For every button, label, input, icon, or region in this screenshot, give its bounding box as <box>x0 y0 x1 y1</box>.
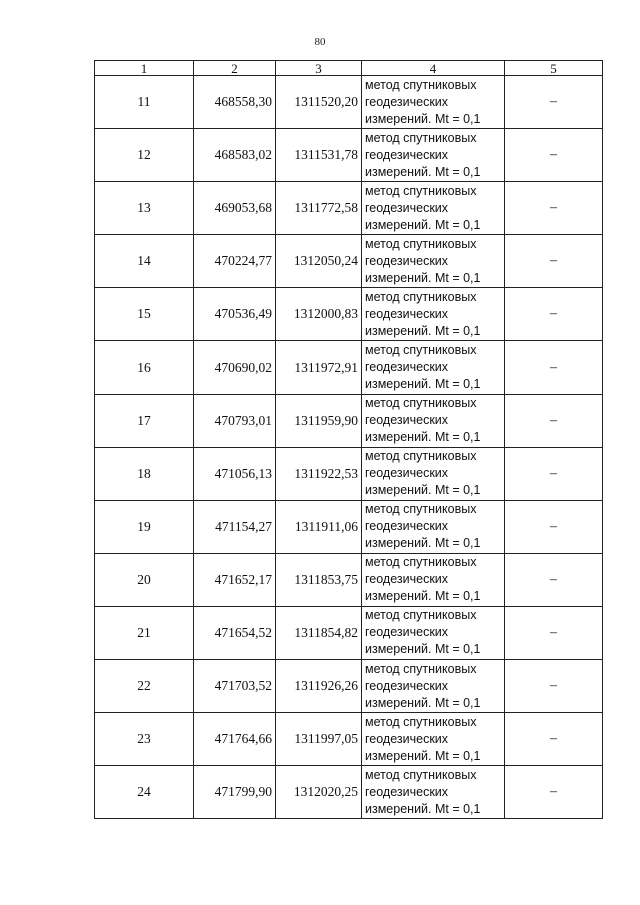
y-coordinate-cell: 1311853,75 <box>276 553 362 606</box>
method-cell <box>362 235 505 288</box>
y-coordinate-cell: 1311531,78 <box>276 129 362 182</box>
method-line: метод спутниковых <box>365 661 477 676</box>
y-coordinate-cell: 1311972,91 <box>276 341 362 394</box>
table-body <box>95 76 603 819</box>
y-coordinate-cell: 1311922,53 <box>276 447 362 500</box>
table-row <box>95 129 603 182</box>
method-line: измерений. Mt = 0,1 <box>365 589 481 604</box>
method-line: метод спутниковых <box>365 714 477 729</box>
coordinates-table <box>94 60 603 819</box>
y-coordinate-cell: 1311854,82 <box>276 606 362 659</box>
method-line: измерений. Mt = 0,1 <box>365 270 481 285</box>
x-coordinate-cell: 471056,13 <box>194 447 276 500</box>
x-coordinate-cell: 468583,02 <box>194 129 276 182</box>
point-number-cell: 15 <box>95 288 194 341</box>
note-cell: – <box>505 766 603 819</box>
method-line: метод спутниковых <box>365 343 477 358</box>
column-header: 2 <box>194 61 276 76</box>
method-line: измерений. Mt = 0,1 <box>365 536 481 551</box>
method-line: геодезических <box>365 253 449 268</box>
table-row <box>95 394 603 447</box>
point-number-cell: 17 <box>95 394 194 447</box>
method-line: измерений. Mt = 0,1 <box>365 642 481 657</box>
x-coordinate-cell: 471703,52 <box>194 660 276 713</box>
y-coordinate-cell: 1311520,20 <box>276 76 362 129</box>
column-header: 1 <box>95 61 194 76</box>
method-line: измерений. Mt = 0,1 <box>365 377 481 392</box>
method-cell <box>362 76 505 129</box>
method-line: метод спутниковых <box>365 236 477 251</box>
x-coordinate-cell: 471654,52 <box>194 606 276 659</box>
method-line: метод спутниковых <box>365 608 477 623</box>
y-coordinate-cell: 1311926,26 <box>276 660 362 713</box>
method-line: метод спутниковых <box>365 77 477 92</box>
method-line: геодезических <box>365 784 449 799</box>
method-cell <box>362 500 505 553</box>
method-cell <box>362 288 505 341</box>
method-line: геодезических <box>365 360 449 375</box>
method-line: метод спутниковых <box>365 396 477 411</box>
note-cell: – <box>505 660 603 713</box>
method-line: измерений. Mt = 0,1 <box>365 695 481 710</box>
method-cell <box>362 447 505 500</box>
note-cell: – <box>505 76 603 129</box>
method-line: измерений. Mt = 0,1 <box>365 217 481 232</box>
note-cell: – <box>505 182 603 235</box>
note-cell: – <box>505 500 603 553</box>
method-cell <box>362 766 505 819</box>
method-line: геодезических <box>365 147 449 162</box>
point-number-cell: 13 <box>95 182 194 235</box>
method-cell <box>362 394 505 447</box>
point-number-cell: 14 <box>95 235 194 288</box>
note-cell: – <box>505 129 603 182</box>
point-number-cell: 21 <box>95 606 194 659</box>
method-line: измерений. Mt = 0,1 <box>365 748 481 763</box>
note-cell: – <box>505 713 603 766</box>
method-line: метод спутниковых <box>365 555 477 570</box>
method-line: геодезических <box>365 678 449 693</box>
page-number: 80 <box>314 36 326 48</box>
x-coordinate-cell: 470536,49 <box>194 288 276 341</box>
method-line: геодезических <box>365 94 449 109</box>
x-coordinate-cell: 471154,27 <box>194 500 276 553</box>
table-header-row <box>95 61 603 76</box>
note-cell: – <box>505 288 603 341</box>
x-coordinate-cell: 470793,01 <box>194 394 276 447</box>
method-line: геодезических <box>365 519 449 534</box>
x-coordinate-cell: 471652,17 <box>194 553 276 606</box>
x-coordinate-cell: 471799,90 <box>194 766 276 819</box>
method-cell <box>362 129 505 182</box>
method-line: геодезических <box>365 731 449 746</box>
table-row <box>95 500 603 553</box>
method-line: метод спутниковых <box>365 183 477 198</box>
x-coordinate-cell: 470690,02 <box>194 341 276 394</box>
method-line: метод спутниковых <box>365 767 477 782</box>
method-line: геодезических <box>365 413 449 428</box>
method-line: измерений. Mt = 0,1 <box>365 164 481 179</box>
table-row <box>95 182 603 235</box>
x-coordinate-cell: 469053,68 <box>194 182 276 235</box>
y-coordinate-cell: 1311911,06 <box>276 500 362 553</box>
method-cell <box>362 713 505 766</box>
method-line: геодезических <box>365 466 449 481</box>
method-cell <box>362 182 505 235</box>
note-cell: – <box>505 553 603 606</box>
method-cell <box>362 341 505 394</box>
note-cell: – <box>505 394 603 447</box>
column-header: 4 <box>362 61 505 76</box>
method-line: геодезических <box>365 306 449 321</box>
table-row <box>95 606 603 659</box>
note-cell: – <box>505 447 603 500</box>
method-cell <box>362 660 505 713</box>
x-coordinate-cell: 468558,30 <box>194 76 276 129</box>
method-cell <box>362 606 505 659</box>
point-number-cell: 22 <box>95 660 194 713</box>
table-row <box>95 447 603 500</box>
x-coordinate-cell: 471764,66 <box>194 713 276 766</box>
method-line: геодезических <box>365 572 449 587</box>
table-row <box>95 288 603 341</box>
note-cell: – <box>505 341 603 394</box>
note-cell: – <box>505 606 603 659</box>
method-cell <box>362 553 505 606</box>
table-row <box>95 235 603 288</box>
y-coordinate-cell: 1311959,90 <box>276 394 362 447</box>
table-row <box>95 766 603 819</box>
y-coordinate-cell: 1312000,83 <box>276 288 362 341</box>
method-line: метод спутниковых <box>365 130 477 145</box>
column-header: 5 <box>505 61 603 76</box>
y-coordinate-cell: 1312050,24 <box>276 235 362 288</box>
y-coordinate-cell: 1311772,58 <box>276 182 362 235</box>
method-line: метод спутниковых <box>365 449 477 464</box>
method-line: измерений. Mt = 0,1 <box>365 323 481 338</box>
note-cell: – <box>505 235 603 288</box>
point-number-cell: 24 <box>95 766 194 819</box>
table-row <box>95 76 603 129</box>
column-header: 3 <box>276 61 362 76</box>
point-number-cell: 20 <box>95 553 194 606</box>
point-number-cell: 18 <box>95 447 194 500</box>
method-line: метод спутниковых <box>365 289 477 304</box>
method-line: измерений. Mt = 0,1 <box>365 111 481 126</box>
point-number-cell: 11 <box>95 76 194 129</box>
method-line: измерений. Mt = 0,1 <box>365 430 481 445</box>
method-line: измерений. Mt = 0,1 <box>365 801 481 816</box>
y-coordinate-cell: 1312020,25 <box>276 766 362 819</box>
table-row <box>95 553 603 606</box>
point-number-cell: 23 <box>95 713 194 766</box>
method-line: геодезических <box>365 625 449 640</box>
table-row <box>95 341 603 394</box>
x-coordinate-cell: 470224,77 <box>194 235 276 288</box>
table-row <box>95 713 603 766</box>
point-number-cell: 12 <box>95 129 194 182</box>
y-coordinate-cell: 1311997,05 <box>276 713 362 766</box>
method-line: измерений. Mt = 0,1 <box>365 483 481 498</box>
method-line: метод спутниковых <box>365 502 477 517</box>
point-number-cell: 16 <box>95 341 194 394</box>
method-line: геодезических <box>365 200 449 215</box>
table-row <box>95 660 603 713</box>
point-number-cell: 19 <box>95 500 194 553</box>
